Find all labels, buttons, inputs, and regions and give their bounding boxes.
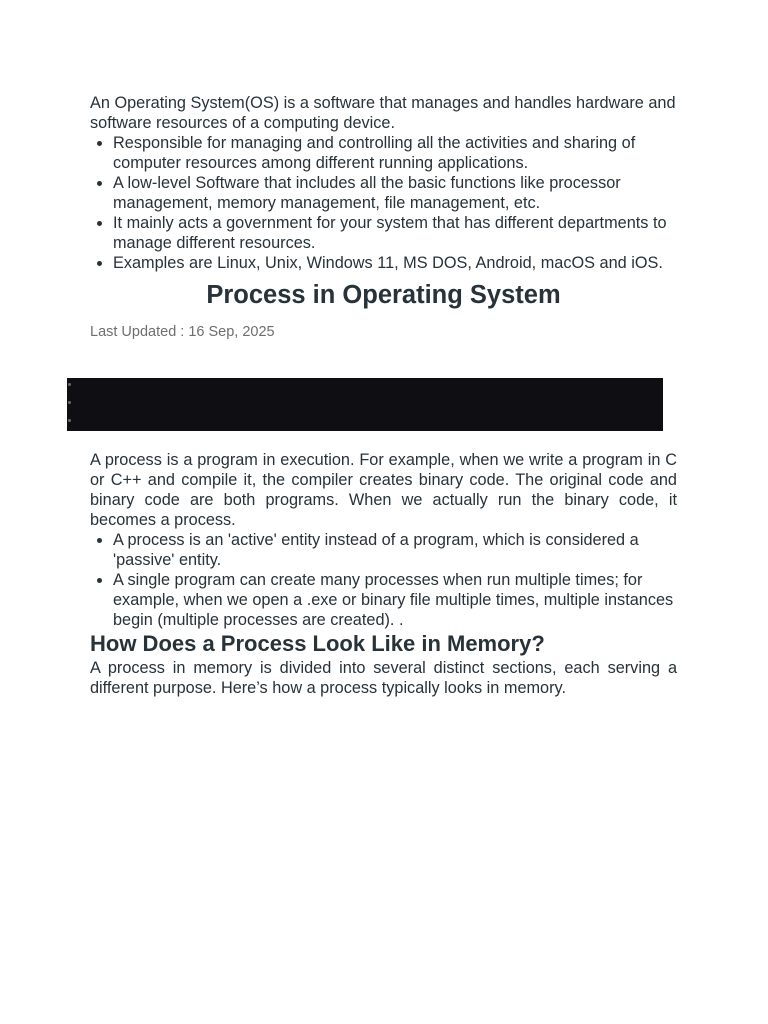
list-item: • A process is an 'active' entity instead of a program, which is considered a 'passive' entity.	[113, 530, 677, 570]
page-title: Process in Operating System	[206, 281, 561, 309]
article-body	[90, 450, 677, 698]
list-item: • A single program can create many processes when run multiple times; for example, when we open a .exe or binary file multiple times, multiple instances begin (multiple processes are created). .	[113, 570, 677, 630]
article-bullet-list	[90, 530, 677, 630]
list-item: • A low-level Software that includes all the basic functions like processor management, memory management, file management, etc.	[113, 173, 677, 213]
dot-icon	[68, 383, 71, 386]
dark-banner	[67, 378, 663, 431]
list-item: • Responsible for managing and controlling all the activities and sharing of computer resources among different running applications.	[113, 133, 677, 173]
article-paragraph: A process is a program in execution. For example, when we write a program in C or C++ and compile it, the compiler creates binary code. The original code and binary code are both programs. When we actually run the binary code, it becomes a process.	[90, 451, 677, 529]
dot-icon	[68, 419, 71, 422]
last-updated-label: Last Updated : 16 Sep, 2025	[90, 324, 275, 340]
intro-paragraph: An Operating System(OS) is a software that manages and handles hardware and software resources of a computing device.	[90, 94, 676, 132]
intro-section	[90, 93, 677, 341]
list-item: • Examples are Linux, Unix, Windows 11, MS DOS, Android, macOS and iOS.	[113, 253, 677, 273]
list-item: • It mainly acts a government for your system that has different departments to manage different resources.	[113, 213, 677, 253]
intro-bullet-list	[90, 133, 677, 273]
section-heading: How Does a Process Look Like in Memory?	[90, 631, 545, 656]
dot-icon	[68, 401, 71, 404]
section-paragraph: A process in memory is divided into several distinct sections, each serving a different purpose. Here’s how a process typically looks in memory.	[90, 659, 677, 697]
